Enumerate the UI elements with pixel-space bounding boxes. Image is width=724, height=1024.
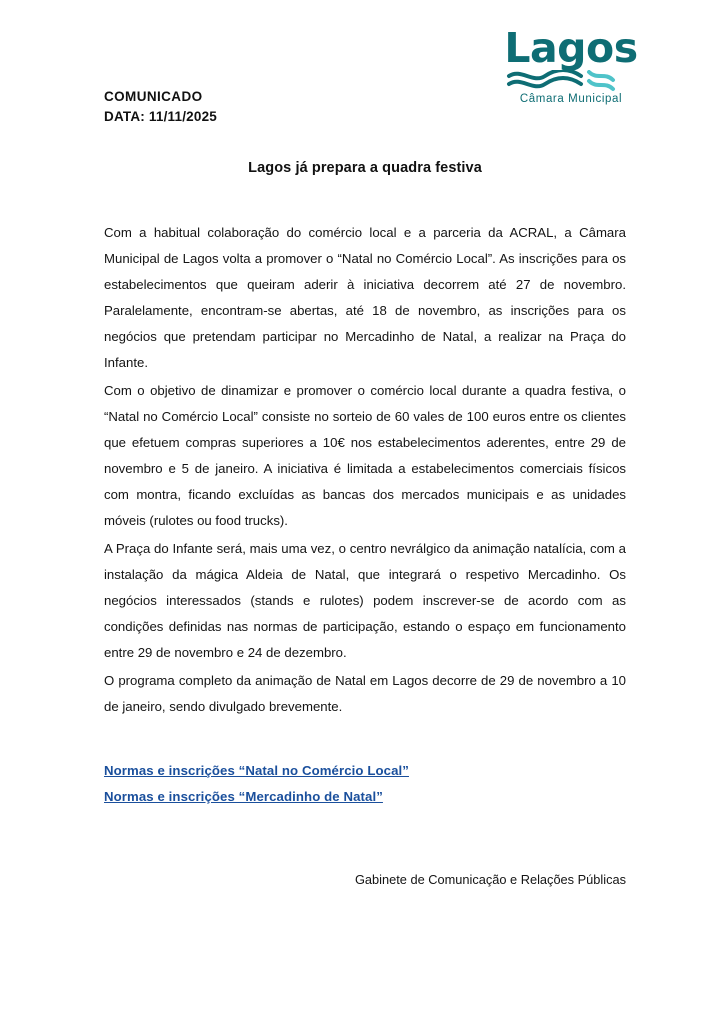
- paragraph: O programa completo da animação de Natal em Lagos decorre de 29 de novembro a 10 de janeiro, sendo divulgado brevemente.: [104, 673, 626, 714]
- link-normas-natal-comercio-local[interactable]: Normas e inscrições “Natal no Comércio Local”: [104, 763, 409, 778]
- comunicado-block: [104, 88, 217, 126]
- logo-wordmark: Lagos: [504, 24, 638, 72]
- comunicado-label: COMUNICADO: [104, 89, 203, 104]
- paragraph: A Praça do Infante será, mais uma vez, o centro nevrálgico da animação natalícia, com a instalação da mágica Aldeia de Natal, que integrará o respetivo Mercadinho. Os negócios interessados (stands e rulotes) podem inscrever-se de acordo com as condições definidas nas normas de participação, estando o espaço em funcionamento entre 29 de novembro e 24 de dezembro.: [104, 541, 626, 660]
- municipality-logo: [496, 24, 646, 105]
- links-section: [104, 758, 626, 811]
- waves-icon: [496, 70, 646, 92]
- comunicado-date: DATA: 11/11/2025: [104, 109, 218, 125]
- paragraph: Com a habitual colaboração do comércio local e a parceria da ACRAL, a Câmara Municipal de Lagos volta a promover o “Natal no Comércio Local”. As inscrições para os estabelecimentos que queiram aderir à iniciativa decorrem até 27 de novembro. Paralelamente, encontram-se abertas, até 18 de novembro, as inscrições para os negócios que pretendam participar no Mercadinho de Natal, a realizar na Praça do Infante.: [104, 225, 626, 370]
- document-header: [0, 0, 724, 140]
- link-normas-mercadinho-natal[interactable]: Normas e inscrições “Mercadinho de Natal”: [104, 789, 383, 805]
- logo-subtitle: Câmara Municipal: [519, 93, 623, 105]
- paragraph: Com o objetivo de dinamizar e promover o comércio local durante a quadra festiva, o “Natal no Comércio Local” consiste no sorteio de 60 vales de 100 euros entre os clientes que efetuem compras superiores a 10€ nos estabelecimentos aderentes, entre 29 de novembro e 5 de janeiro. A iniciativa é limitada a estabelecimentos comerciais físicos com montra, ficando excluídas as bancas dos mercados municipais e as unidades móveis (rulotes ou food trucks).: [104, 383, 626, 528]
- signature: Gabinete de Comunicação e Relações Públicas: [354, 872, 626, 887]
- page-title: Lagos já prepara a quadra festiva: [248, 160, 482, 176]
- document-content: [104, 160, 626, 811]
